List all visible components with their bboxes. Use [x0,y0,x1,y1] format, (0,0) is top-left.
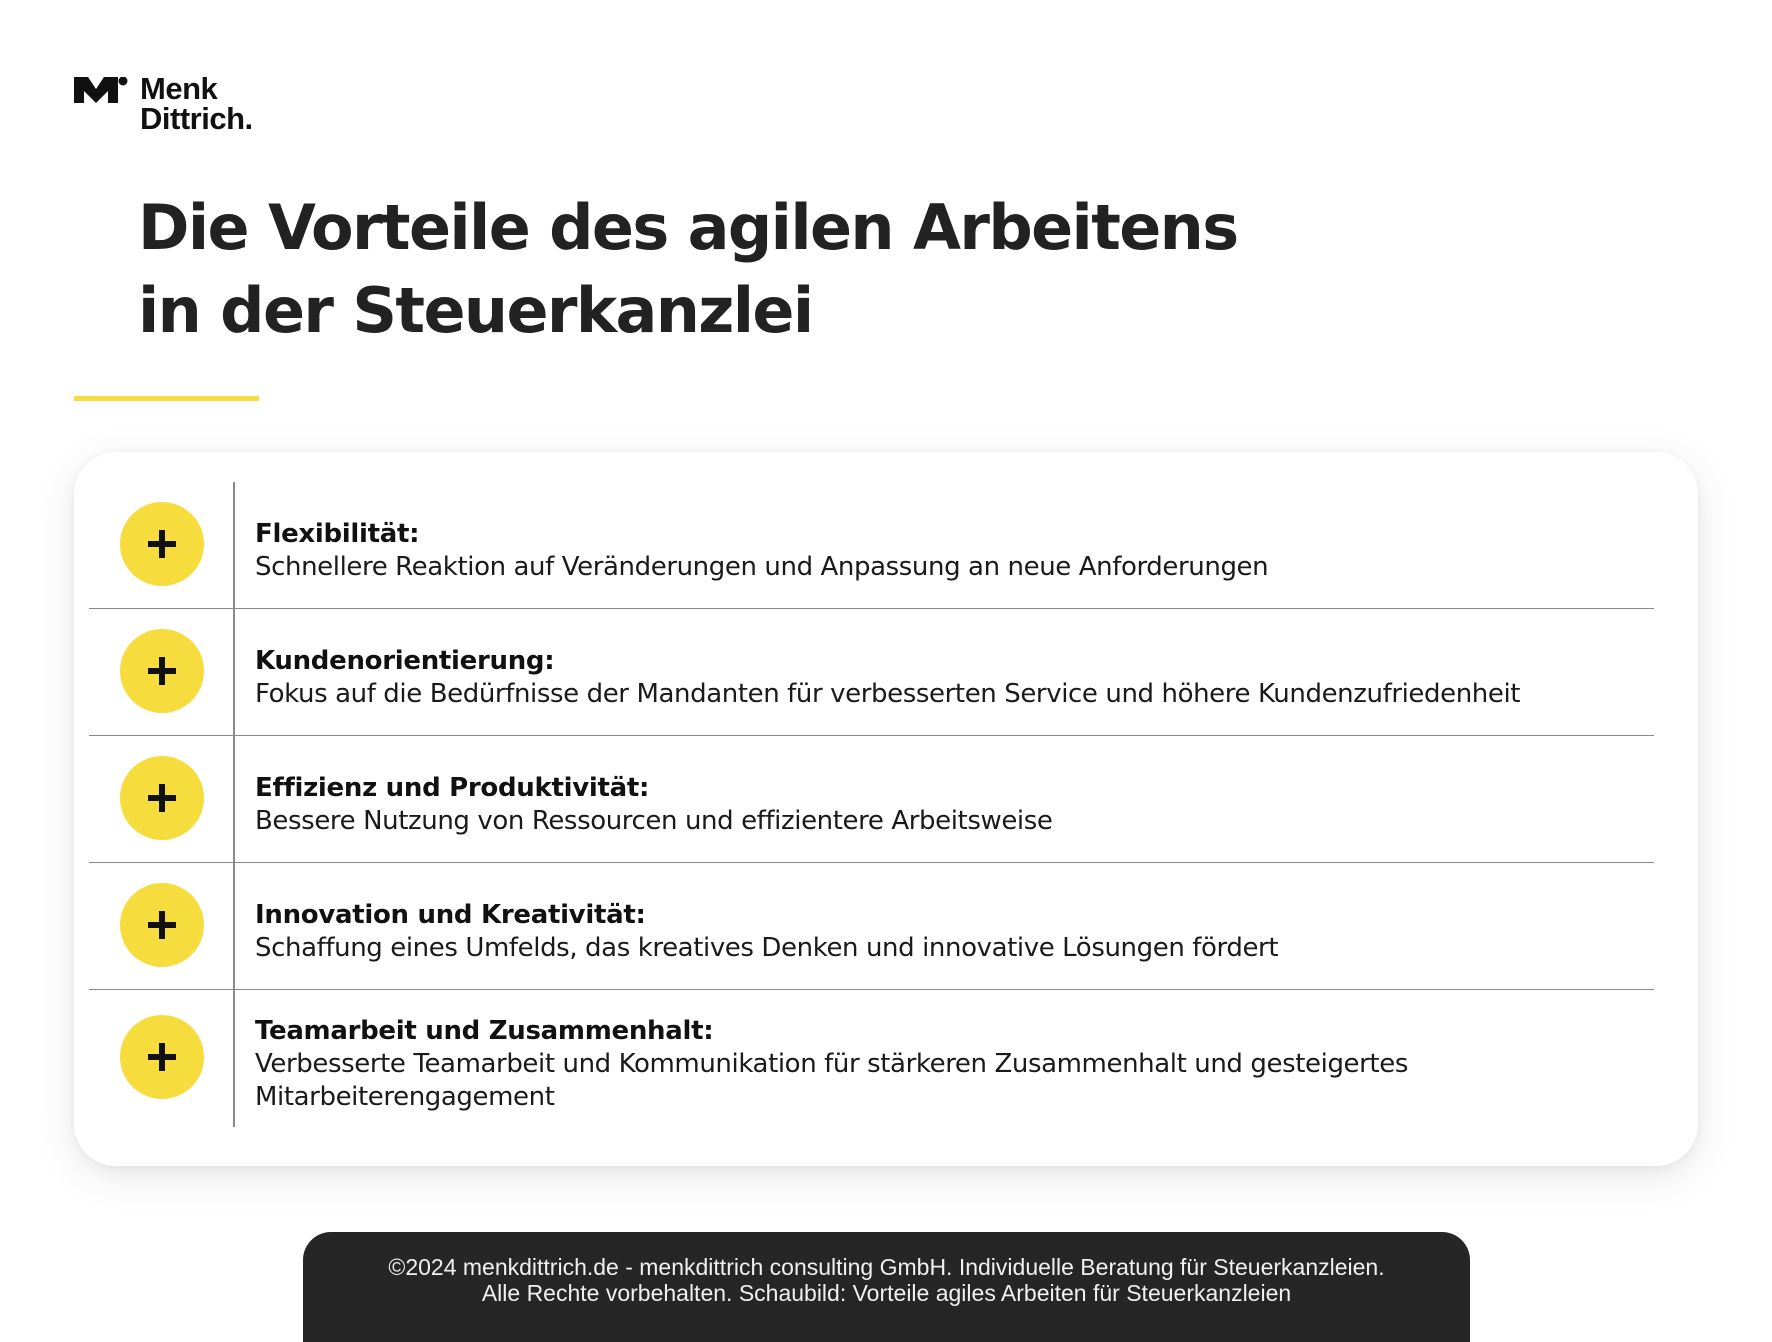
benefit-title: Teamarbeit und Zusammenhalt: [255,1016,714,1046]
footer-line-1: ©2024 menkdittrich.de - menkdittrich consulting GmbH. Individuelle Beratung für Steuerkanzleien. [388,1254,1385,1280]
brand-wordmark [140,71,253,136]
benefit-row [89,609,1654,736]
benefit-description: Fokus auf die Bedürfnisse der Mandanten für verbesserten Service und höhere Kundenzufriedenheit [255,679,1521,709]
brand-mark-icon [74,77,128,103]
benefit-text [255,518,1645,584]
plus-icon [120,883,204,967]
benefit-text [255,772,1645,838]
benefit-text [255,645,1645,711]
benefit-description: Schnellere Reaktion auf Veränderungen und Anpassung an neue Anforderungen [255,552,1269,582]
benefit-title: Effizienz und Produktivität: [255,773,650,803]
benefit-row [89,863,1654,990]
plus-icon [120,502,204,586]
copyright-footer [303,1232,1470,1342]
accent-divider [74,396,259,401]
brand-logo [74,71,253,136]
brand-line-2: Dittrich. [140,101,253,136]
brand-line-1: Menk [140,71,218,106]
plus-icon [120,756,204,840]
benefit-text [255,899,1645,965]
benefit-description-line-1: Verbesserte Teamarbeit und Kommunikation für stärkeren Zusammenhalt und gesteigertes [255,1049,1408,1079]
benefits-card [74,452,1698,1166]
plus-icon [120,629,204,713]
benefit-title: Kundenorientierung: [255,646,555,676]
footer-line-2: Alle Rechte vorbehalten. Schaubild: Vorteile agiles Arbeiten für Steuerkanzleien [481,1280,1292,1306]
benefit-title: Innovation und Kreativität: [255,900,646,930]
benefit-description: Schaffung eines Umfelds, das kreatives Denken und innovative Lösungen fördert [255,933,1279,963]
page-title [138,186,1238,352]
benefit-description-line-2: Mitarbeiterengagement [255,1082,555,1112]
benefit-row [89,990,1654,1128]
plus-icon [120,1015,204,1099]
benefit-row [89,482,1654,609]
benefit-text [255,1015,1645,1114]
page-title-line-1: Die Vorteile des agilen Arbeitens [138,191,1238,264]
benefit-description: Bessere Nutzung von Ressourcen und effizientere Arbeitsweise [255,806,1053,836]
page-title-line-2: in der Steuerkanzlei [138,274,813,347]
benefit-row [89,736,1654,863]
benefit-title: Flexibilität: [255,519,420,549]
